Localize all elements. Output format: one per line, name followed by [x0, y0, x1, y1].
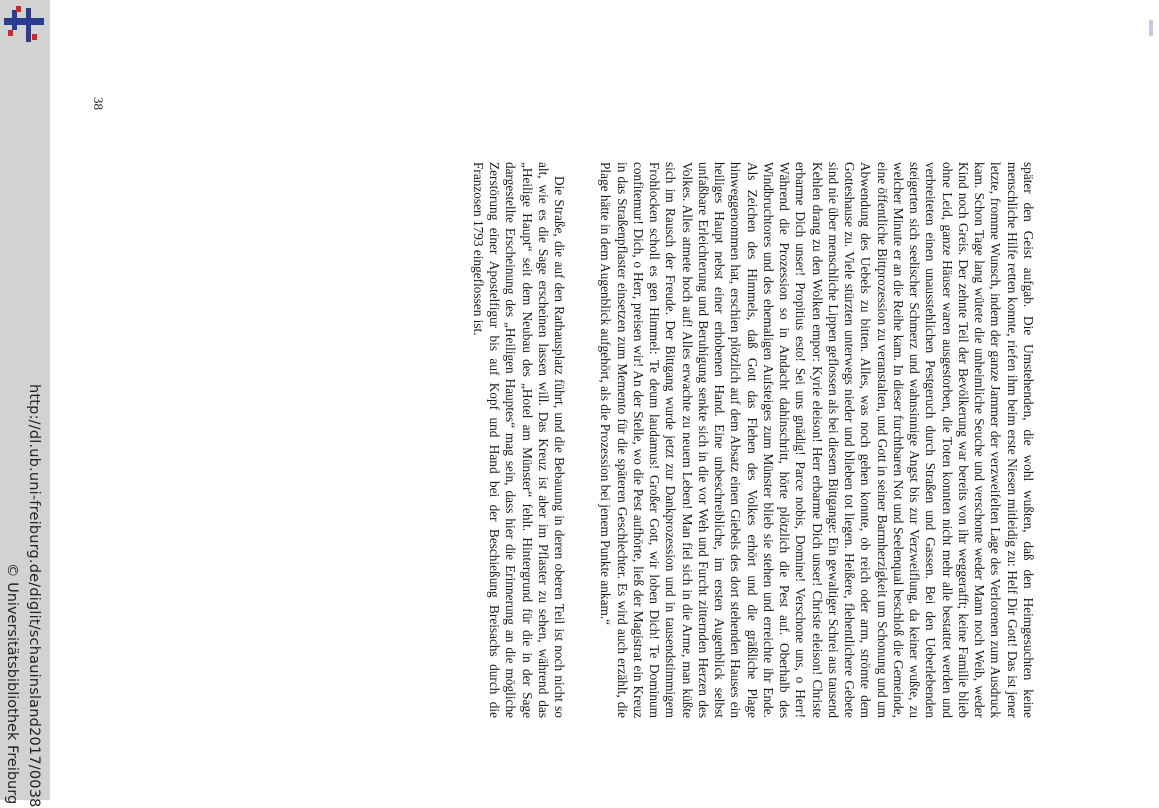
source-url-link[interactable]: http://dl.ub.uni-freiburg.de/diglit/schauinsland2017/0038 — [26, 384, 42, 808]
corner-mark — [1149, 20, 1153, 36]
page-body-text — [470, 162, 1036, 718]
copyright-notice: © Universitätsbibliothek Freiburg — [4, 563, 20, 805]
ub-freiburg-logo-icon — [4, 4, 44, 48]
body-paragraph-1: später den Geist aufgab. Die Umstehenden, die wohl wußten, daß den Heimgesuchten keine menschliche Hilfe retten konnte, riefen ihm beim erste Niesen mitleidig zu: Helf Dir Gott! Das ist jener letzte, fromme Wunsch, indem der ganze Jammer der verzweifelten Lage des Verlorenen zum Ausdruck kam. Schon Tage lang wütete die unheimliche Seuche und verschonte weder Mann noch Weib, weder Kind noch Greis. Der zehnte Teil der Bevölkerung war bereits von ihr weggerafft; keine Familie blieb ohne Leid, ganze Häuser waren ausgestorben, die Toten konnten nicht mehr alle bestattet werden und verbreiteten einen unausstehlichen Pestgeruch durch Straßen und Gassen. Bei den Ueberlebenden steigerten sich seelischer Schmerz und wahnsinnige Angst bis zur Verzweiflung, da keiner wußte, zu welcher Minute er an die Reihe kam. In dieser furchtbaren Not und Seelenqual beschloß die Gemeinde, eine öffentliche Bittprozession zu veranstalten, und Gott in seiner Barmherzigkeit um Schonung und um Abwendung des Uebels zu bitten. Alles, was noch gehen konnte, ob reich oder arm, strömte dem Gotteshause zu. Viele stürzten unterwegs nieder und blieben tot liegen. Heißere, flehentlichere Gebete sind nie über menschliche Lippen geflossen als bei diesem Bittgange: Ein gewaltiger Schrei aus tausend Kehlen drang zu den Wolken empor: Kyrie eleison! Herr erbarme Dich unser! Christe eleison! Christe erbarme Dich unser! Propitius esto! Sei uns gnädig! Parce nobis, Domine! Verschone uns, o Herr! Während die Prozession so in Andacht dahinschritt, hörte plötzlich die Pest auf. Oberhalb des Windbruchtores und des ehemaligen Aufsteiges zum Münster blieb sie stehen und erreichte ihr Ende. Als Zeichen des Himmels, daß Gott das Flehen des Volkes erhört und die gräßliche Plage hinweggenommen hat, erschien plötzlich auf dem Absatz einen Giebels des dort stehenden Hauses ein heiliges Haupt nebst einer erhobenen Hand. Eine unbeschreibliche, im ersten Augenblick selbst unfaßbare Erleichterung und Beruhigung senkte sich in die vor Weh und Furcht zitternden Herzen des Volkes. Alles atmete hoch auf! Alles erwachte zu neuem Leben! Man fiel sich in die Arme, man küßte sich im Rausch der Freude. Der Bittgang wurde jetzt zur Dankprozession und in tausendstimmigem Frohlocken scholl es gen Himmel: Te deum laudamus! Großer Gott, wir loben Dich! Te Dominum confitemur! Dich, o Herr, preisen wir! An der Stelle, wo die Pest aufhörte, ließ der Magistrat ein Kreuz in das Straßenpflaster einsetzen zum Memento für die späteren Geschlechter. Es wird auch erzählt, die Plage hätte in dem Augenblick aufgehört, als die Prozession bei jenem Punkte ankam.“ — [598, 162, 1036, 718]
viewer-sidebar — [0, 0, 50, 808]
page-number: 38 — [91, 97, 106, 110]
body-paragraph-2: Die Straße, die auf den Rathausplatz führt, und die Bebauung in deren oberen Teil ist noch nicht so alt, wie es die Sage erscheinen lassen will. Das Kreuz ist aber im Pflaster zu sehen, während das „Heilige Haupt“ seit dem Neubau des „Hotel am Münster“ fehlt. Hintergrund für die in der Sage dargestellte Erscheinung des „Heiligen Hauptes“ mag sein, dass hier die Erinnerung an die mögliche Zerstörung einer Apostelfigur bis auf Kopf und Hand bei der Beschießung Breisachs durch die Franzosen 1793 eingeflossen ist. — [471, 162, 568, 718]
